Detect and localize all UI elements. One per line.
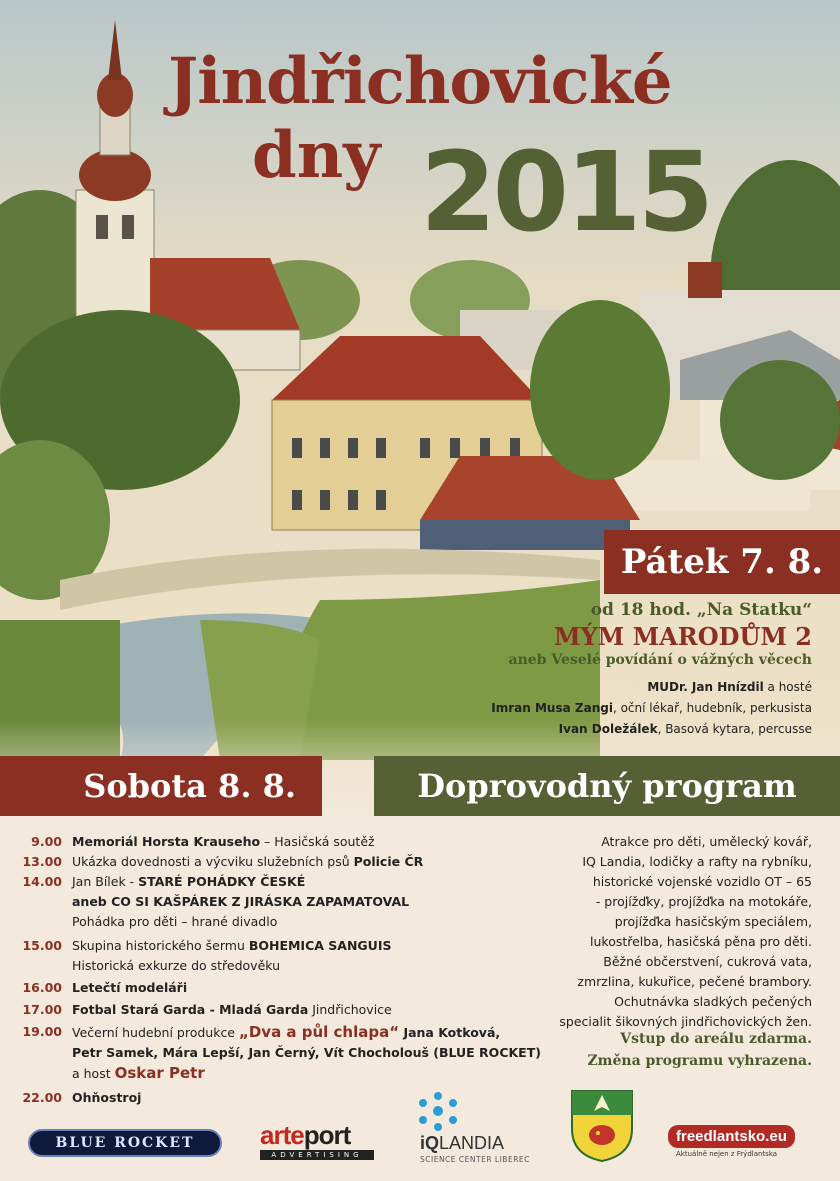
schedule-plain: Skupina historického šermu <box>72 938 249 953</box>
schedule-plain: Pohádka pro děti – hrané divadlo <box>72 914 278 929</box>
schedule-text <box>72 852 560 872</box>
iqlandia-sub: SCIENCE CENTER LIBEREC <box>420 1155 530 1164</box>
performer-role: a hosté <box>763 680 812 694</box>
schedule-time: 9.00 <box>31 834 62 849</box>
schedule-bold: STARÉ POHÁDKY ČESKÉ <box>138 874 306 889</box>
schedule-row <box>0 978 560 998</box>
friday-show-subtitle: aneb Veselé povídání o vážných věcech <box>508 652 812 668</box>
schedule-time <box>0 1063 72 1084</box>
friday-performers <box>430 678 812 739</box>
schedule-text <box>72 1063 560 1084</box>
schedule-text <box>72 1043 560 1063</box>
schedule-text <box>72 936 560 956</box>
schedule-bold: Ohňostroj <box>72 1090 142 1105</box>
schedule-row <box>0 892 560 912</box>
friday-details <box>430 596 840 756</box>
schedule-text <box>72 892 560 912</box>
schedule-time: 17.00 <box>22 1002 62 1017</box>
performer-role: , oční lékař, hudebník, perkusista <box>612 701 812 715</box>
schedule-plain: Jindřichovice <box>308 1002 392 1017</box>
entry-note <box>540 1028 812 1072</box>
schedule-row <box>0 852 560 872</box>
schedule-text <box>72 956 560 976</box>
schedule-row <box>0 956 560 976</box>
schedule-time <box>0 892 72 912</box>
freedlantsko-name: freedlantsko.eu <box>668 1125 795 1148</box>
extras-line: lukostřelba, hasičská pěna pro děti. <box>590 934 812 949</box>
extras-line: historické vojenské vozidlo OT – 65 <box>592 874 812 889</box>
arteport-logo <box>260 1121 374 1160</box>
arteport-sub: ADVERTISING <box>260 1150 374 1160</box>
title-year: 2015 <box>420 128 711 256</box>
schedule-row <box>0 912 560 932</box>
saturday-banner: Sobota 8. 8. <box>0 756 322 816</box>
performer-name: MUDr. Jan Hnízdil <box>647 680 764 694</box>
extras-line: specialit šikovných jindřichovických žen. <box>559 1014 812 1029</box>
title-line-2: dny <box>252 118 381 193</box>
schedule-row <box>0 1022 560 1043</box>
schedule-text <box>72 1022 560 1043</box>
accompanying-program <box>540 832 812 1032</box>
schedule-time: 13.00 <box>22 854 62 869</box>
schedule-row <box>0 1000 560 1020</box>
program-banner: Doprovodný program <box>374 756 840 816</box>
schedule-row <box>0 1043 560 1063</box>
schedule-highlight: Oskar Petr <box>114 1064 205 1082</box>
schedule-time <box>0 1043 72 1063</box>
extras-line: Běžné občerstvení, cukrová vata, <box>603 954 812 969</box>
freedlantsko-sub: Aktuálně nejen z Frýdlantska <box>676 1150 778 1158</box>
extras-line: IQ Landia, lodičky a rafty na rybníku, <box>582 854 812 869</box>
performer <box>430 720 812 739</box>
schedule-text <box>72 1000 560 1020</box>
schedule-plain: a host <box>72 1066 115 1081</box>
friday-venue: od 18 hod. „Na Statku“ <box>590 600 812 620</box>
iqlandia-name-b: LANDIA <box>439 1133 505 1153</box>
performer-name: Imran Musa Zangi <box>491 701 613 715</box>
arteport-name-b: port <box>303 1120 351 1150</box>
freedlantsko-logo <box>668 1125 795 1158</box>
iqlandia-name <box>420 1133 504 1154</box>
schedule-text <box>72 872 560 892</box>
extras-line: zmrzlina, kukuřice, pečené brambory. <box>577 974 812 989</box>
extras-line: Atrakce pro děti, umělecký kovář, <box>601 834 812 849</box>
schedule-bold: aneb CO SI KAŠPÁREK Z JIRÁSKA ZAPAMATOVAL <box>72 894 410 909</box>
schedule-row <box>0 936 560 956</box>
arteport-name-a: arte <box>260 1120 304 1150</box>
schedule-bold: Letečtí modeláři <box>72 980 188 995</box>
schedule-time: 22.00 <box>22 1090 62 1105</box>
crest-icon <box>570 1089 634 1163</box>
municipal-crest <box>570 1089 634 1167</box>
schedule-time: 16.00 <box>22 980 62 995</box>
iqlandia-name-a: iQ <box>420 1133 440 1153</box>
schedule-plain: Ukázka dovednosti a výcviku služebních psů <box>72 854 354 869</box>
entry-free: Vstup do areálu zdarma. <box>620 1031 812 1047</box>
blue-rocket-logo: BLUE ROCKET <box>28 1129 222 1157</box>
performer <box>430 699 812 718</box>
performer-role: , Basová kytara, percusse <box>657 722 812 736</box>
arteport-name <box>260 1121 374 1149</box>
schedule-row <box>0 872 560 892</box>
schedule-time: 14.00 <box>22 874 62 889</box>
friday-show-title: MÝM MARODŮM 2 <box>553 622 812 651</box>
schedule-time <box>0 912 72 932</box>
schedule-time <box>0 956 72 976</box>
entry-changes: Změna programu vyhrazena. <box>587 1053 812 1069</box>
molecule-icon <box>416 1091 460 1133</box>
extras-line: Ochutnávka sladkých pečených <box>614 994 812 1009</box>
schedule-bold: Fotbal Stará Garda - Mladá Garda <box>72 1002 309 1017</box>
schedule-bold: Petr Samek, Mára Lepší, Jan Černý, Vít Chocholouš (BLUE ROCKET) <box>72 1045 541 1060</box>
sponsor-logos <box>0 1085 840 1181</box>
schedule-text <box>72 912 560 932</box>
performer-name: Ivan Doležálek <box>558 722 658 736</box>
friday-banner: Pátek 7. 8. <box>604 530 840 594</box>
extras-line: projížďka hasičským speciálem, <box>614 914 812 929</box>
schedule-bold: BOHEMICA SANGUIS <box>248 938 392 953</box>
schedule-row <box>0 832 560 852</box>
schedule-bold: Jana Kotková, <box>399 1025 501 1040</box>
schedule-bold: Policie ČR <box>353 854 424 869</box>
schedule-time: 19.00 <box>22 1024 62 1039</box>
schedule-text <box>72 832 560 852</box>
schedule-time: 15.00 <box>22 938 62 953</box>
title-line-1: Jindřichovické <box>168 44 672 119</box>
schedule-text <box>72 978 560 998</box>
schedule-bold: Memoriál Horsta Krauseho <box>72 834 261 849</box>
extras-line: - projížďky, projížďka na motokáře, <box>595 894 812 909</box>
schedule-plain: Historická exkurze do středověku <box>72 958 281 973</box>
schedule-row <box>0 1063 560 1084</box>
schedule-plain: – Hasičská soutěž <box>260 834 375 849</box>
schedule-highlight: „Dva a půl chlapa“ <box>238 1023 400 1041</box>
performer <box>430 678 812 697</box>
saturday-schedule <box>0 832 560 1108</box>
schedule-plain: Večerní hudební produkce <box>72 1025 239 1040</box>
schedule-plain: Jan Bílek - <box>72 874 139 889</box>
